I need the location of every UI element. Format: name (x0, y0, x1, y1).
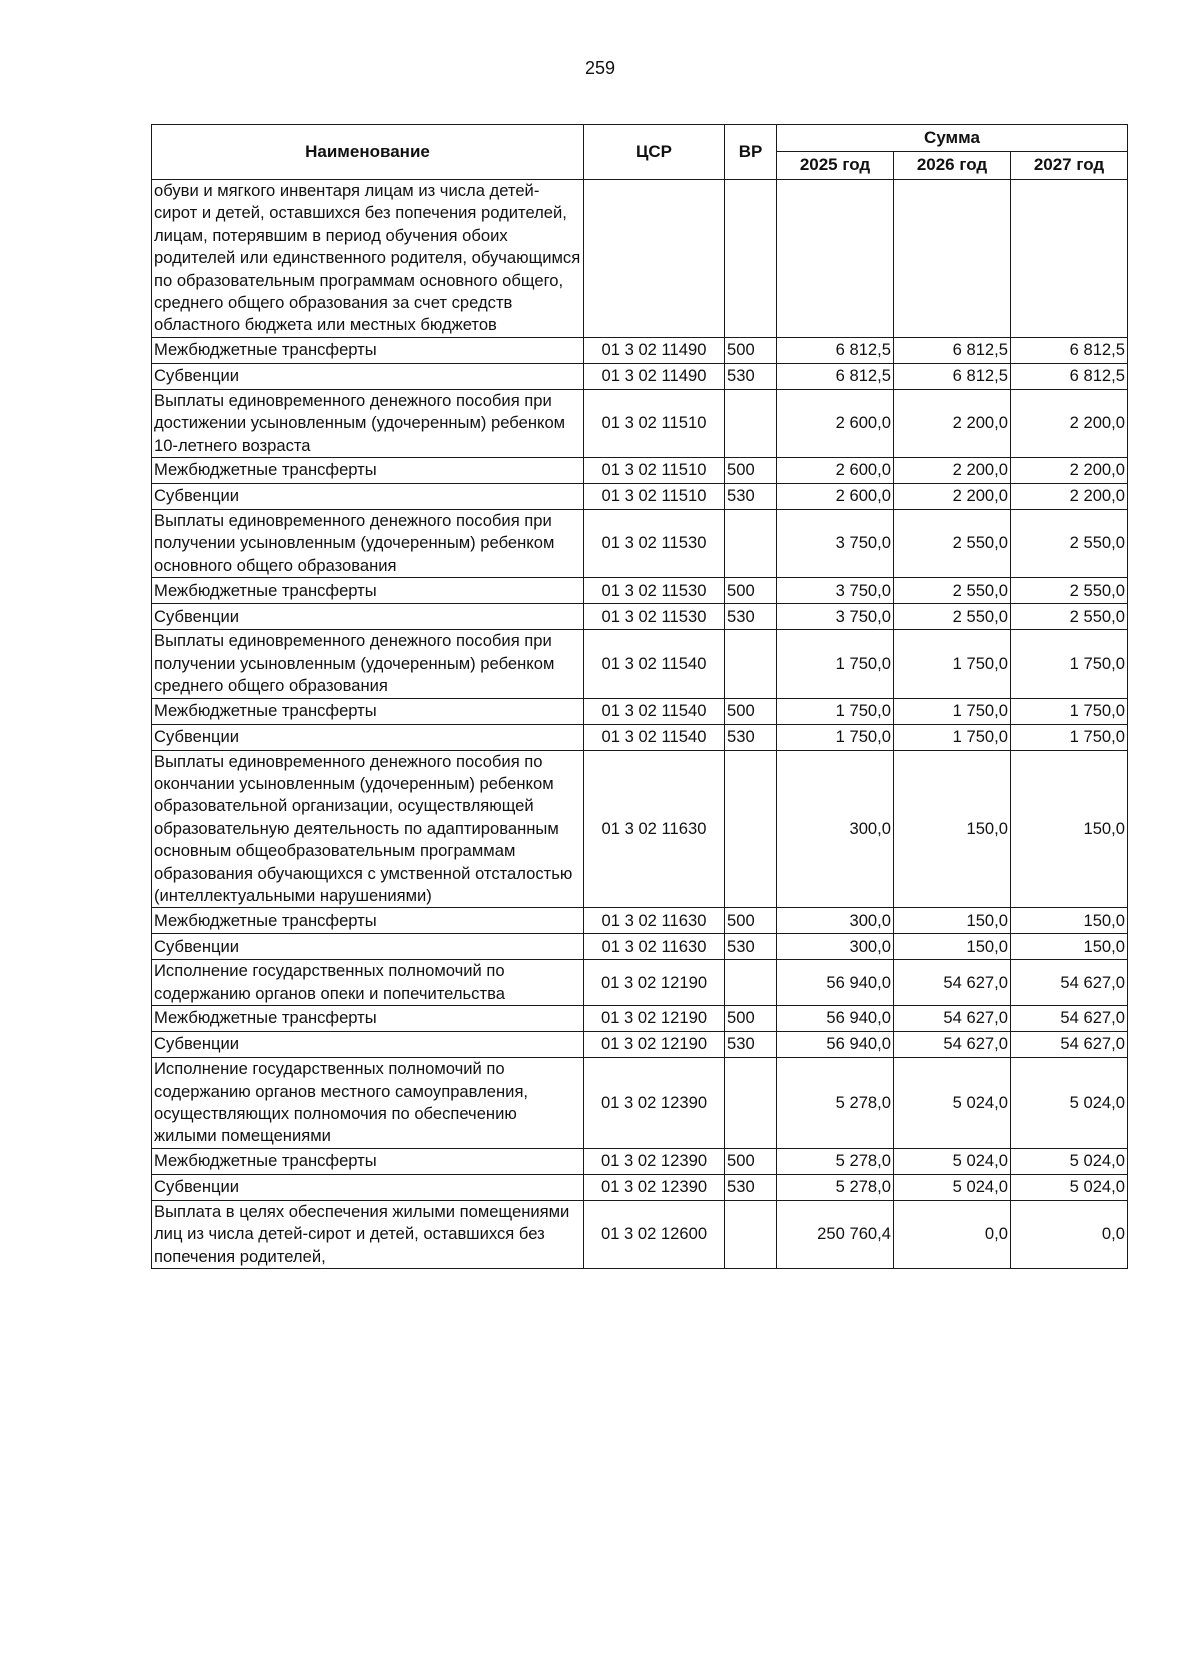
row-name-cell: Субвенции (152, 934, 584, 960)
row-name-cell: Субвенции (152, 724, 584, 750)
row-csr-cell: 01 3 02 11490 (584, 337, 725, 363)
row-2026-cell: 2 550,0 (894, 604, 1011, 630)
row-2026-cell: 54 627,0 (894, 1006, 1011, 1032)
row-2025-cell: 56 940,0 (777, 1032, 894, 1058)
table-header (152, 125, 1128, 180)
table-row (152, 750, 1128, 908)
row-2026-cell: 2 550,0 (894, 578, 1011, 604)
row-name-cell: Выплаты единовременного денежного пособия при достижении усыновленным (удочеренным) ребенком 10-летнего возраста (152, 389, 584, 457)
row-2025-cell: 2 600,0 (777, 458, 894, 484)
row-2026-cell: 0,0 (894, 1200, 1011, 1268)
row-vr-cell: 500 (725, 578, 777, 604)
row-name-cell: Исполнение государственных полномочий по содержанию органов опеки и попечительства (152, 960, 584, 1006)
row-2025-cell: 1 750,0 (777, 698, 894, 724)
row-csr-cell: 01 3 02 11510 (584, 389, 725, 457)
row-2027-cell: 2 550,0 (1011, 604, 1128, 630)
row-2025-cell: 56 940,0 (777, 960, 894, 1006)
table-row (152, 1006, 1128, 1032)
table-row (152, 604, 1128, 630)
row-2025-cell: 300,0 (777, 750, 894, 908)
row-2025-cell: 56 940,0 (777, 1006, 894, 1032)
row-name-cell: Субвенции (152, 1174, 584, 1200)
row-2026-cell: 54 627,0 (894, 1032, 1011, 1058)
row-name-cell: обуви и мягкого инвентаря лицам из числа детей-сирот и детей, оставшихся без попечения родителей, лицам, потерявшим в период обучения обоих родителей или единственного родителя, обучающимся по образовательным программам основного общего, среднего общего образования за счет средств областного бюджета или местных бюджетов (152, 180, 584, 338)
row-csr-cell: 01 3 02 12390 (584, 1174, 725, 1200)
row-2026-cell: 1 750,0 (894, 698, 1011, 724)
row-vr-cell: 530 (725, 724, 777, 750)
table-row (152, 578, 1128, 604)
table-row (152, 630, 1128, 698)
row-2025-cell: 300,0 (777, 908, 894, 934)
table-row (152, 389, 1128, 457)
row-2027-cell: 2 200,0 (1011, 458, 1128, 484)
row-2027-cell: 54 627,0 (1011, 1032, 1128, 1058)
row-2026-cell: 5 024,0 (894, 1174, 1011, 1200)
table-row (152, 960, 1128, 1006)
row-2026-cell: 2 200,0 (894, 458, 1011, 484)
row-vr-cell: 500 (725, 1148, 777, 1174)
row-name-cell: Субвенции (152, 604, 584, 630)
table-row (152, 1032, 1128, 1058)
row-2027-cell: 0,0 (1011, 1200, 1128, 1268)
row-2026-cell: 150,0 (894, 934, 1011, 960)
row-2025-cell: 1 750,0 (777, 630, 894, 698)
row-csr-cell: 01 3 02 11540 (584, 698, 725, 724)
row-2026-cell: 2 550,0 (894, 510, 1011, 578)
page-number: 259 (584, 58, 616, 78)
row-csr-cell: 01 3 02 11630 (584, 934, 725, 960)
row-2027-cell: 150,0 (1011, 750, 1128, 908)
row-2025-cell: 2 600,0 (777, 389, 894, 457)
row-2025-cell: 2 600,0 (777, 484, 894, 510)
row-2026-cell: 54 627,0 (894, 960, 1011, 1006)
row-vr-cell (725, 180, 777, 338)
row-name-cell: Выплаты единовременного денежного пособия по окончании усыновленным (удочеренным) ребенком образовательной организации, осуществляющей образовательную деятельность по адаптированным основным общеобразовательным программам образования обучающихся с умственной отсталостью (интеллектуальными нарушениями) (152, 750, 584, 908)
row-vr-cell (725, 1200, 777, 1268)
row-2027-cell: 150,0 (1011, 934, 1128, 960)
row-csr-cell: 01 3 02 12190 (584, 1006, 725, 1032)
row-2026-cell: 2 200,0 (894, 484, 1011, 510)
row-vr-cell: 530 (725, 363, 777, 389)
row-2025-cell: 250 760,4 (777, 1200, 894, 1268)
row-name-cell: Исполнение государственных полномочий по содержанию органов местного самоуправления, осуществляющих полномочия по обеспечению жилыми помещениями (152, 1058, 584, 1149)
row-name-cell: Межбюджетные трансферты (152, 578, 584, 604)
table-row (152, 1200, 1128, 1268)
row-vr-cell (725, 510, 777, 578)
row-vr-cell: 500 (725, 337, 777, 363)
row-name-cell: Межбюджетные трансферты (152, 1148, 584, 1174)
row-vr-cell: 530 (725, 484, 777, 510)
row-vr-cell: 500 (725, 908, 777, 934)
budget-table (151, 124, 1128, 1269)
row-vr-cell (725, 630, 777, 698)
table-row (152, 934, 1128, 960)
row-2027-cell: 2 200,0 (1011, 389, 1128, 457)
table-row (152, 180, 1128, 338)
row-2026-cell: 1 750,0 (894, 724, 1011, 750)
row-2027-cell: 6 812,5 (1011, 363, 1128, 389)
header-vr: ВР (725, 125, 777, 180)
row-2026-cell: 2 200,0 (894, 389, 1011, 457)
row-2026-cell: 6 812,5 (894, 337, 1011, 363)
table-row (152, 724, 1128, 750)
row-vr-cell: 500 (725, 1006, 777, 1032)
row-name-cell: Межбюджетные трансферты (152, 1006, 584, 1032)
row-2025-cell: 5 278,0 (777, 1058, 894, 1149)
header-sum: Сумма (777, 125, 1128, 152)
row-csr-cell: 01 3 02 12190 (584, 1032, 725, 1058)
table-row (152, 337, 1128, 363)
row-2027-cell: 54 627,0 (1011, 1006, 1128, 1032)
table-row (152, 458, 1128, 484)
row-2027-cell: 1 750,0 (1011, 698, 1128, 724)
row-2026-cell: 5 024,0 (894, 1058, 1011, 1149)
row-2027-cell: 6 812,5 (1011, 337, 1128, 363)
row-2025-cell: 3 750,0 (777, 510, 894, 578)
row-csr-cell: 01 3 02 11540 (584, 630, 725, 698)
row-csr-cell: 01 3 02 12390 (584, 1058, 725, 1149)
row-csr-cell: 01 3 02 12390 (584, 1148, 725, 1174)
row-name-cell: Субвенции (152, 363, 584, 389)
row-name-cell: Межбюджетные трансферты (152, 698, 584, 724)
row-2027-cell: 5 024,0 (1011, 1174, 1128, 1200)
row-2027-cell: 1 750,0 (1011, 630, 1128, 698)
header-year-2026: 2026 год (894, 152, 1011, 180)
table-body (152, 180, 1128, 1269)
row-name-cell: Выплата в целях обеспечения жилыми помещениями лиц из числа детей-сирот и детей, оставшихся без попечения родителей, (152, 1200, 584, 1268)
row-name-cell: Межбюджетные трансферты (152, 337, 584, 363)
row-2025-cell: 6 812,5 (777, 363, 894, 389)
header-name: Наименование (152, 125, 584, 180)
row-csr-cell: 01 3 02 11530 (584, 578, 725, 604)
row-name-cell: Межбюджетные трансферты (152, 458, 584, 484)
header-year-2027: 2027 год (1011, 152, 1128, 180)
row-2025-cell: 300,0 (777, 934, 894, 960)
header-csr: ЦСР (584, 125, 725, 180)
row-vr-cell: 530 (725, 1174, 777, 1200)
row-vr-cell (725, 960, 777, 1006)
row-2025-cell: 3 750,0 (777, 578, 894, 604)
row-name-cell: Субвенции (152, 1032, 584, 1058)
row-vr-cell: 530 (725, 934, 777, 960)
table-row (152, 510, 1128, 578)
table-row (152, 484, 1128, 510)
row-2027-cell: 2 550,0 (1011, 578, 1128, 604)
row-csr-cell: 01 3 02 11510 (584, 458, 725, 484)
row-2027-cell: 5 024,0 (1011, 1148, 1128, 1174)
row-csr-cell (584, 180, 725, 338)
row-2026-cell: 1 750,0 (894, 630, 1011, 698)
table-row (152, 1058, 1128, 1149)
row-vr-cell: 500 (725, 458, 777, 484)
row-csr-cell: 01 3 02 11510 (584, 484, 725, 510)
row-csr-cell: 01 3 02 12190 (584, 960, 725, 1006)
row-name-cell: Межбюджетные трансферты (152, 908, 584, 934)
row-vr-cell: 530 (725, 1032, 777, 1058)
row-vr-cell: 500 (725, 698, 777, 724)
row-2027-cell: 1 750,0 (1011, 724, 1128, 750)
row-2027-cell (1011, 180, 1128, 338)
table-row (152, 363, 1128, 389)
row-vr-cell (725, 1058, 777, 1149)
row-csr-cell: 01 3 02 11530 (584, 604, 725, 630)
table-row (152, 1148, 1128, 1174)
row-csr-cell: 01 3 02 11490 (584, 363, 725, 389)
row-2027-cell: 5 024,0 (1011, 1058, 1128, 1149)
table-row (152, 698, 1128, 724)
row-2025-cell: 1 750,0 (777, 724, 894, 750)
row-2025-cell: 5 278,0 (777, 1174, 894, 1200)
row-2026-cell: 6 812,5 (894, 363, 1011, 389)
row-2025-cell (777, 180, 894, 338)
row-2026-cell (894, 180, 1011, 338)
table-row (152, 1174, 1128, 1200)
row-csr-cell: 01 3 02 11530 (584, 510, 725, 578)
row-name-cell: Выплаты единовременного денежного пособия при получении усыновленным (удочеренным) ребенком основного общего образования (152, 510, 584, 578)
row-vr-cell (725, 389, 777, 457)
header-year-2025: 2025 год (777, 152, 894, 180)
row-2027-cell: 54 627,0 (1011, 960, 1128, 1006)
row-vr-cell: 530 (725, 604, 777, 630)
row-csr-cell: 01 3 02 12600 (584, 1200, 725, 1268)
row-csr-cell: 01 3 02 11630 (584, 908, 725, 934)
row-2027-cell: 2 550,0 (1011, 510, 1128, 578)
row-csr-cell: 01 3 02 11540 (584, 724, 725, 750)
row-2026-cell: 5 024,0 (894, 1148, 1011, 1174)
row-name-cell: Субвенции (152, 484, 584, 510)
row-name-cell: Выплаты единовременного денежного пособия при получении усыновленным (удочеренным) ребенком среднего общего образования (152, 630, 584, 698)
table-row (152, 908, 1128, 934)
row-csr-cell: 01 3 02 11630 (584, 750, 725, 908)
row-2025-cell: 3 750,0 (777, 604, 894, 630)
row-2027-cell: 150,0 (1011, 908, 1128, 934)
row-2027-cell: 2 200,0 (1011, 484, 1128, 510)
row-vr-cell (725, 750, 777, 908)
row-2026-cell: 150,0 (894, 750, 1011, 908)
row-2026-cell: 150,0 (894, 908, 1011, 934)
row-2025-cell: 6 812,5 (777, 337, 894, 363)
row-2025-cell: 5 278,0 (777, 1148, 894, 1174)
